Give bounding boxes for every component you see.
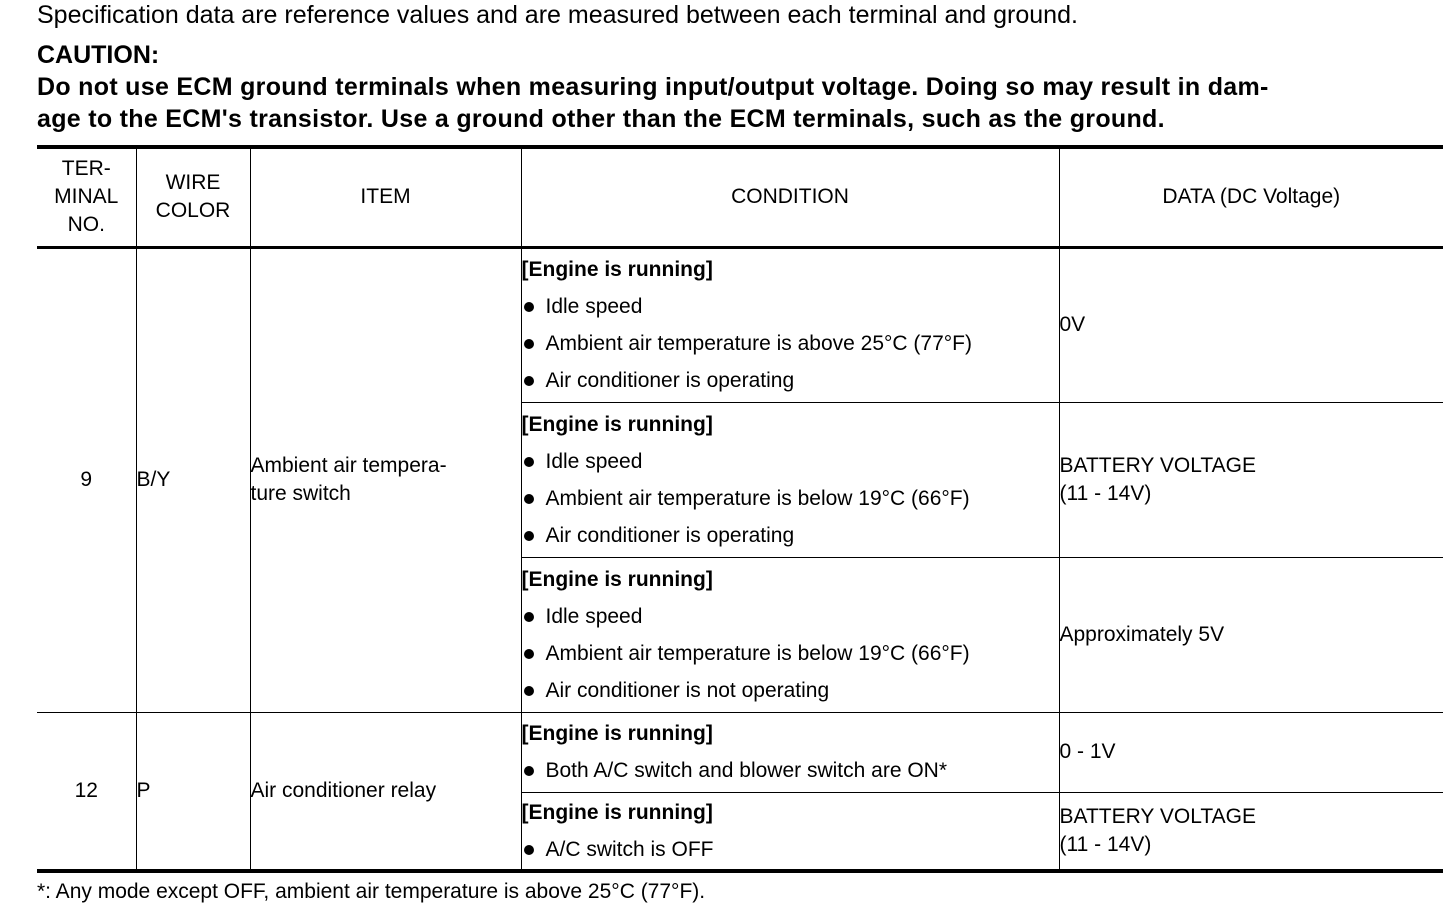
header-data: DATA (DC Voltage) bbox=[1059, 147, 1443, 247]
condition-cell bbox=[521, 792, 1059, 871]
terminal-no-cell: 12 bbox=[37, 712, 136, 871]
terminal-no-cell: 9 bbox=[80, 468, 93, 491]
condition-bullet: Idle speed bbox=[522, 288, 1059, 325]
condition-heading: [Engine is running] bbox=[521, 722, 713, 745]
wire-color-cell: P bbox=[136, 712, 250, 871]
data-cell: 0 - 1V bbox=[1059, 712, 1443, 792]
table-header-row bbox=[37, 147, 1443, 247]
condition-bullet: Air conditioner is operating bbox=[522, 362, 1059, 399]
condition-cell bbox=[521, 402, 1059, 557]
item-cell: Ambient air tempera- ture switch bbox=[250, 247, 521, 712]
condition-heading: [Engine is running] bbox=[521, 567, 713, 591]
header-condition: CONDITION bbox=[521, 147, 1059, 247]
data-cell: BATTERY VOLTAGE (11 - 14V) bbox=[1059, 402, 1443, 557]
data-cell: BATTERY VOLTAGE (11 - 14V) bbox=[1059, 792, 1443, 871]
caution-title: CAUTION: bbox=[37, 41, 160, 69]
data-cell: Approximately 5V bbox=[1059, 557, 1443, 712]
condition-bullet: Air conditioner is operating bbox=[522, 517, 1059, 554]
item-cell: Air conditioner relay bbox=[250, 712, 521, 871]
caution-line-2: age to the ECM's transistor. Use a ground other than the ECM terminals, such as the ground. bbox=[37, 105, 1165, 133]
condition-bullet: Ambient air temperature is below 19°C (66°F) bbox=[522, 635, 1059, 672]
condition-bullet: Air conditioner is not operating bbox=[522, 672, 1059, 709]
condition-heading: [Engine is running] bbox=[521, 800, 713, 824]
condition-bullet: Both A/C switch and blower switch are ON* bbox=[522, 752, 1059, 789]
condition-bullet: A/C switch is OFF bbox=[522, 831, 1059, 868]
caution-line-1: Do not use ECM ground terminals when measuring input/output voltage. Doing so may result in dam- bbox=[37, 73, 1269, 101]
condition-heading: [Engine is running] bbox=[521, 258, 713, 281]
condition-cell bbox=[521, 712, 1059, 792]
intro-text: Specification data are reference values and are measured between each terminal and ground. bbox=[37, 1, 1078, 29]
header-item: ITEM bbox=[250, 147, 521, 247]
condition-bullet: Idle speed bbox=[522, 443, 1059, 480]
terminal-spec-table bbox=[37, 145, 1443, 873]
table-row bbox=[37, 712, 1443, 792]
condition-bullet: Ambient air temperature is below 19°C (66°F) bbox=[522, 480, 1059, 517]
condition-bullet: Idle speed bbox=[522, 598, 1059, 635]
data-cell: 0V bbox=[1059, 247, 1443, 402]
caution-text bbox=[37, 71, 1447, 135]
condition-heading: [Engine is running] bbox=[521, 412, 713, 436]
condition-cell bbox=[521, 557, 1059, 712]
condition-bullet: Ambient air temperature is above 25°C (77°F) bbox=[522, 325, 1059, 362]
header-terminal-no: TER- MINAL NO. bbox=[37, 147, 136, 247]
table-row bbox=[37, 247, 1443, 402]
condition-cell bbox=[521, 247, 1059, 402]
wire-color-cell: B/Y bbox=[136, 247, 250, 712]
header-wire-color: WIRE COLOR bbox=[136, 147, 250, 247]
footnote: *: Any mode except OFF, ambient air temperature is above 25°C (77°F). bbox=[37, 880, 706, 903]
